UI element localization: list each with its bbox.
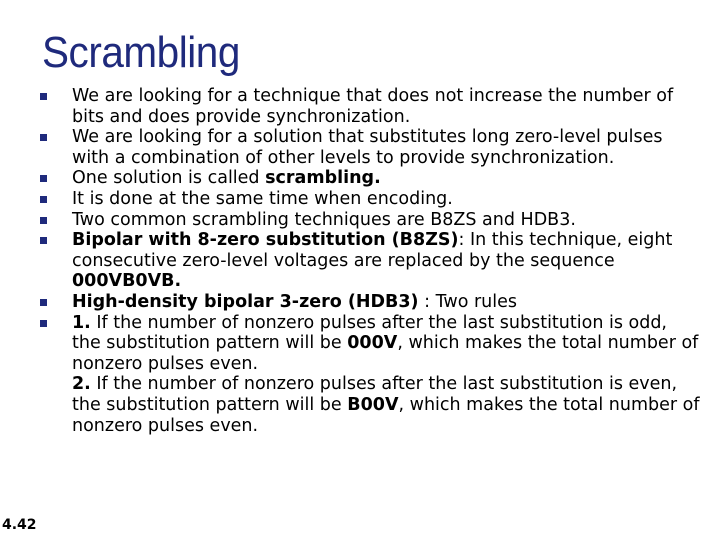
- bullet-text: : Two rules: [418, 291, 517, 312]
- square-bullet-icon: [40, 320, 47, 327]
- bullet-item-7: [40, 292, 700, 313]
- page-number: 4.42: [2, 517, 37, 533]
- bullet-bold-text: B00V: [347, 394, 399, 415]
- bullet-text: If the number of nonzero pulses after the last substitution is odd, the substitution pattern will be: [72, 312, 667, 354]
- square-bullet-icon: [40, 217, 47, 224]
- bullet-text: If the number of nonzero pulses after the last substitution is even, the substitution pattern will be: [72, 374, 678, 415]
- square-bullet-icon: [40, 175, 47, 182]
- slide-title: Scrambling: [42, 28, 240, 77]
- square-bullet-icon: [40, 93, 47, 100]
- bullet-text: We are looking for a solution that substitutes long zero-level pulses with a combination of other levels to provide synchronization.: [72, 127, 663, 168]
- bullet-bold-text: 1.: [72, 312, 91, 333]
- bullet-item-4: [40, 189, 700, 210]
- bullet-item-3: [40, 168, 700, 189]
- bullet-item-8: [40, 313, 700, 375]
- bullet-bold-text: 000VB0VB.: [72, 271, 182, 292]
- bullet-text: Two common scrambling techniques are B8ZS and HDB3.: [72, 209, 576, 230]
- bullet-text: , which makes the total number of nonzero pulses even.: [72, 394, 700, 436]
- bullet-bold-text: scrambling.: [265, 168, 381, 189]
- bullet-bold-text: High-density bipolar 3-zero (HDB3): [72, 291, 419, 312]
- square-bullet-icon: [40, 134, 47, 141]
- square-bullet-icon: [40, 299, 47, 306]
- bullet-text: It is done at the same time when encoding.: [72, 188, 453, 209]
- bullet-text: , which makes the total number of nonzero pulses even.: [72, 333, 699, 374]
- bullet-text: We are looking for a technique that does not increase the number of bits and does provide synchronization.: [72, 86, 674, 127]
- bullet-bold-text: 000V: [347, 333, 398, 354]
- bullet-bold-text: 2.: [72, 374, 91, 395]
- bullet-item-5: [40, 210, 700, 231]
- bullet-text: One solution is called: [72, 168, 266, 189]
- bullet-item-1: [40, 86, 700, 127]
- bullet-bold-text: Bipolar with 8-zero substitution (B8ZS): [72, 230, 459, 251]
- square-bullet-icon: [40, 196, 47, 203]
- bullet-item-6: [40, 230, 700, 292]
- bullet-continuation: [40, 374, 700, 436]
- square-bullet-icon: [40, 237, 47, 244]
- bullet-text: : In this technique, eight consecutive zero-level voltages are replaced by the sequence: [72, 230, 673, 271]
- bullet-item-2: [40, 127, 700, 168]
- bullet-list: [40, 86, 700, 436]
